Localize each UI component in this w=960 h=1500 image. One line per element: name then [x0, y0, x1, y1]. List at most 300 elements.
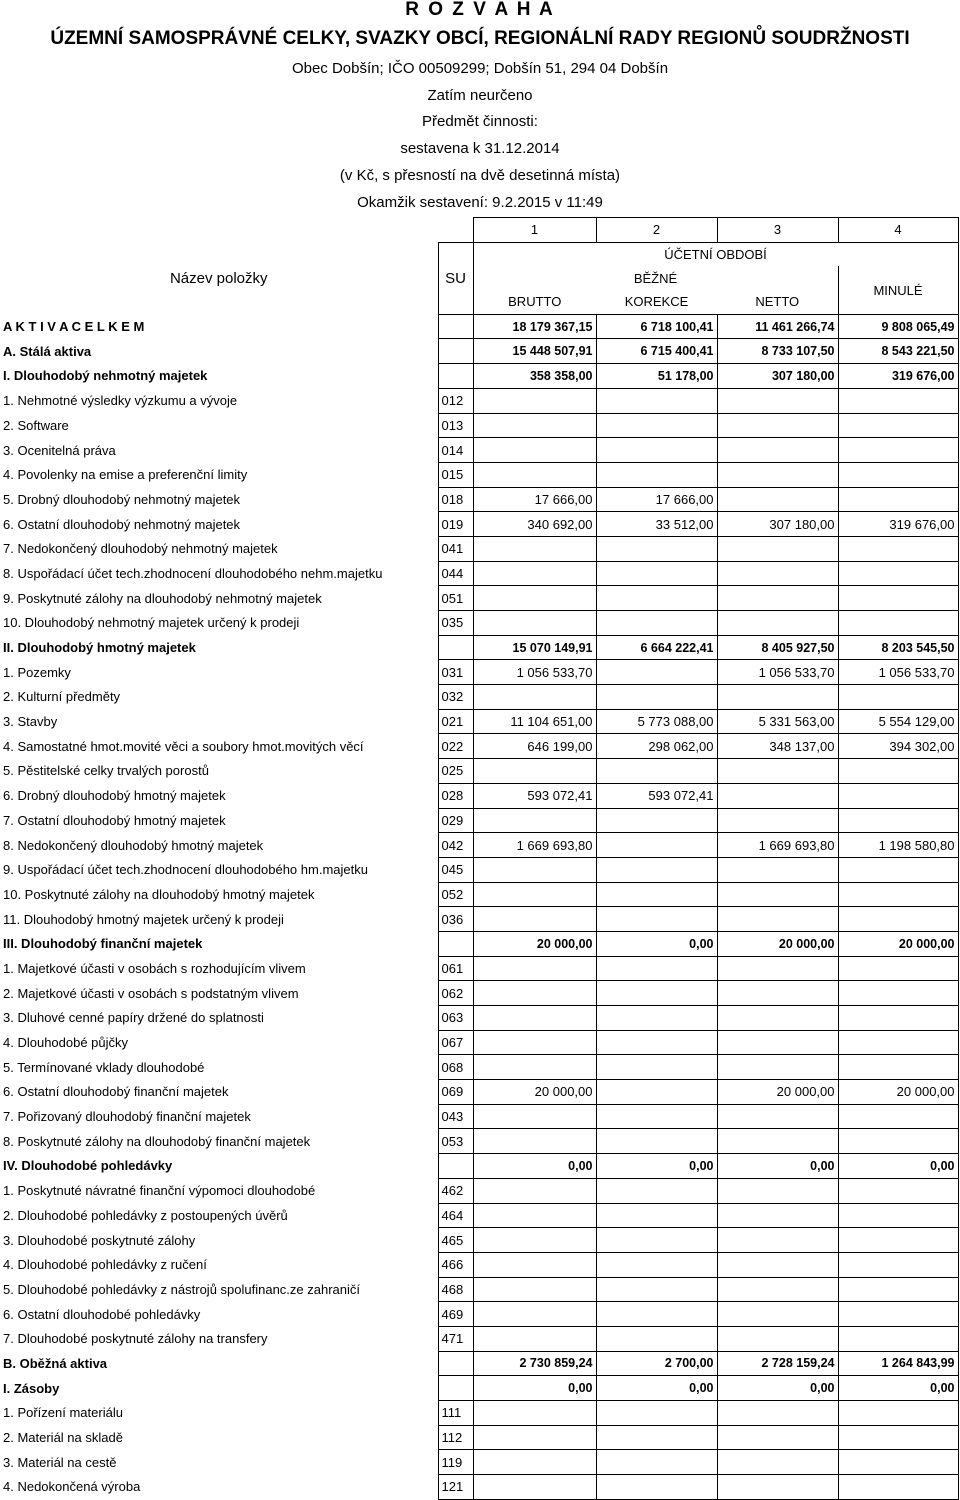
minule-value	[838, 438, 958, 463]
netto-value	[717, 413, 838, 438]
korekce-value	[596, 1450, 717, 1475]
minule-value: 8 203 545,50	[838, 635, 958, 660]
brutto-value: 2 730 859,24	[473, 1351, 596, 1376]
netto-value	[717, 561, 838, 586]
netto-value	[717, 1006, 838, 1031]
previous-period-header: MINULÉ	[838, 266, 958, 314]
table-row	[0, 1302, 958, 1327]
su-code: 469	[438, 1302, 473, 1327]
item-name: 3. Stavby	[3, 714, 58, 730]
brutto-value	[473, 1302, 596, 1327]
su-code: 119	[438, 1450, 473, 1475]
korekce-value	[596, 1228, 717, 1253]
su-code: 015	[438, 462, 473, 487]
korekce-value	[596, 611, 717, 636]
su-code: 035	[438, 611, 473, 636]
brutto-value	[473, 882, 596, 907]
netto-value	[717, 907, 838, 932]
netto-value: 307 180,00	[717, 364, 838, 389]
korekce-value	[596, 1055, 717, 1080]
korekce-value	[596, 388, 717, 413]
brutto-value	[473, 956, 596, 981]
netto-value	[717, 1302, 838, 1327]
precision-line: (v Kč, s přesností na dvě desetinná místa)	[339, 167, 621, 184]
item-name: 8. Uspořádací účet tech.zhodnocení dlouhodobého nehm.majetku	[3, 565, 383, 581]
netto-value	[717, 611, 838, 636]
minule-value	[838, 611, 958, 636]
status-line: Zatím neurčeno	[427, 87, 533, 104]
table-row	[0, 462, 958, 487]
su-code: 112	[438, 1425, 473, 1450]
name-column-header: Název položky	[169, 269, 268, 287]
minule-value: 20 000,00	[838, 931, 958, 956]
period-header: ÚČETNÍ OBDOBÍ	[473, 242, 958, 266]
item-name: A. Stálá aktiva	[3, 343, 92, 359]
korekce-value: 2 700,00	[596, 1351, 717, 1376]
minule-value: 20 000,00	[838, 1080, 958, 1105]
korekce-value	[596, 1475, 717, 1500]
su-code	[438, 1154, 473, 1179]
brutto-value: 11 104 651,00	[473, 709, 596, 734]
minule-value	[838, 1178, 958, 1203]
su-code: 019	[438, 512, 473, 537]
su-code: 068	[438, 1055, 473, 1080]
netto-value: 8 405 927,50	[717, 635, 838, 660]
item-name: 4. Nedokončená výroba	[3, 1479, 141, 1495]
netto-value: 2 728 159,24	[717, 1351, 838, 1376]
korekce-value: 51 178,00	[596, 364, 717, 389]
su-code: 061	[438, 956, 473, 981]
minule-value	[838, 388, 958, 413]
brutto-value	[473, 561, 596, 586]
korekce-value	[596, 1030, 717, 1055]
su-code: 063	[438, 1006, 473, 1031]
su-code: 042	[438, 833, 473, 858]
su-code: 051	[438, 586, 473, 611]
netto-value	[717, 1228, 838, 1253]
brutto-header: BRUTTO	[473, 290, 596, 314]
table-row	[0, 635, 958, 660]
item-name: 3. Dlouhodobé poskytnuté zálohy	[3, 1232, 196, 1248]
minule-value	[838, 783, 958, 808]
netto-value: 20 000,00	[717, 931, 838, 956]
table-row	[0, 388, 958, 413]
korekce-value: 298 062,00	[596, 734, 717, 759]
su-code: 012	[438, 388, 473, 413]
brutto-value: 1 056 533,70	[473, 660, 596, 685]
item-name: 3. Materiál na cestě	[3, 1454, 117, 1470]
column-number: 4	[838, 218, 958, 243]
minule-value	[838, 882, 958, 907]
su-code	[438, 339, 473, 364]
table-row	[0, 808, 958, 833]
su-code: 025	[438, 759, 473, 784]
korekce-value: 33 512,00	[596, 512, 717, 537]
korekce-value: 593 072,41	[596, 783, 717, 808]
brutto-value: 20 000,00	[473, 1080, 596, 1105]
netto-value	[717, 1203, 838, 1228]
korekce-value	[596, 462, 717, 487]
minule-value	[838, 1326, 958, 1351]
brutto-value	[473, 1277, 596, 1302]
item-name: 6. Ostatní dlouhodobý nehmotný majetek	[3, 516, 241, 532]
table-row	[0, 759, 958, 784]
item-name: 9. Uspořádací účet tech.zhodnocení dlouhodobého hm.majetku	[3, 862, 368, 878]
minule-value: 0,00	[838, 1376, 958, 1401]
minule-value	[838, 759, 958, 784]
brutto-value	[473, 1401, 596, 1426]
netto-value	[717, 536, 838, 561]
column-number: 3	[717, 218, 838, 243]
table-row	[0, 783, 958, 808]
su-code	[438, 635, 473, 660]
netto-value: 11 461 266,74	[717, 314, 838, 339]
korekce-value	[596, 1006, 717, 1031]
table-row	[0, 1228, 958, 1253]
minule-value	[838, 907, 958, 932]
netto-value: 20 000,00	[717, 1080, 838, 1105]
su-code: 014	[438, 438, 473, 463]
korekce-value	[596, 857, 717, 882]
table-row	[0, 314, 958, 339]
netto-value	[717, 981, 838, 1006]
table-row	[0, 685, 958, 710]
item-name: 5. Termínované vklady dlouhodobé	[3, 1059, 205, 1075]
brutto-value: 17 666,00	[473, 487, 596, 512]
netto-value	[717, 1425, 838, 1450]
netto-header: NETTO	[717, 290, 838, 314]
brutto-value	[473, 462, 596, 487]
table-row	[0, 1080, 958, 1105]
su-code: 021	[438, 709, 473, 734]
item-name: 9. Poskytnuté zálohy na dlouhodobý nehmotný majetek	[3, 590, 322, 606]
minule-value	[838, 561, 958, 586]
brutto-value	[473, 1252, 596, 1277]
timestamp-line: Okamžik sestavení: 9.2.2015 v 11:49	[357, 194, 603, 211]
korekce-value	[596, 586, 717, 611]
minule-value	[838, 586, 958, 611]
su-code: 121	[438, 1475, 473, 1500]
item-name: 3. Dluhové cenné papíry držené do splatnosti	[3, 1010, 264, 1026]
su-code: 013	[438, 413, 473, 438]
brutto-value	[473, 1475, 596, 1500]
brutto-value	[473, 981, 596, 1006]
column-number: 1	[473, 218, 596, 243]
table-row	[0, 907, 958, 932]
brutto-value: 15 448 507,91	[473, 339, 596, 364]
netto-value: 348 137,00	[717, 734, 838, 759]
brutto-value	[473, 438, 596, 463]
brutto-value: 15 070 149,91	[473, 635, 596, 660]
brutto-value	[473, 1228, 596, 1253]
netto-value: 307 180,00	[717, 512, 838, 537]
item-name: 4. Dlouhodobé pohledávky z ručení	[3, 1257, 207, 1273]
brutto-value	[473, 1104, 596, 1129]
item-name: I. Zásoby	[3, 1380, 60, 1396]
item-name: 7. Nedokončený dlouhodobý nehmotný majetek	[3, 541, 278, 557]
item-name: 2. Materiál na skladě	[3, 1430, 123, 1446]
item-name: 11. Dlouhodobý hmotný majetek určený k prodeji	[3, 911, 284, 927]
table-row	[0, 734, 958, 759]
korekce-value	[596, 561, 717, 586]
table-row	[0, 1277, 958, 1302]
minule-value	[838, 413, 958, 438]
brutto-value	[473, 388, 596, 413]
su-code: 062	[438, 981, 473, 1006]
su-code	[438, 1376, 473, 1401]
korekce-value: 6 718 100,41	[596, 314, 717, 339]
korekce-value	[596, 882, 717, 907]
minule-value: 319 676,00	[838, 512, 958, 537]
table-row	[0, 660, 958, 685]
table-row	[0, 339, 958, 364]
su-code: 028	[438, 783, 473, 808]
table-row	[0, 438, 958, 463]
table-row	[0, 709, 958, 734]
table-row	[0, 1104, 958, 1129]
brutto-value: 646 199,00	[473, 734, 596, 759]
item-name: IV. Dlouhodobé pohledávky	[3, 1158, 173, 1174]
su-code	[438, 364, 473, 389]
table-row	[0, 1178, 958, 1203]
brutto-value	[473, 685, 596, 710]
korekce-value	[596, 808, 717, 833]
table-row	[0, 364, 958, 389]
brutto-value: 0,00	[473, 1376, 596, 1401]
brutto-value: 340 692,00	[473, 512, 596, 537]
table-row	[0, 1203, 958, 1228]
su-column-header: SU	[438, 242, 473, 314]
item-name: 8. Nedokončený dlouhodobý hmotný majetek	[3, 837, 264, 853]
su-code: 471	[438, 1326, 473, 1351]
korekce-value	[596, 438, 717, 463]
netto-value	[717, 882, 838, 907]
korekce-value: 6 715 400,41	[596, 339, 717, 364]
brutto-value: 593 072,41	[473, 783, 596, 808]
table-row	[0, 487, 958, 512]
table-row	[0, 882, 958, 907]
table-row	[0, 1154, 958, 1179]
item-name: 7. Dlouhodobé poskytnuté zálohy na transfery	[3, 1331, 268, 1347]
su-code	[438, 1351, 473, 1376]
korekce-value: 6 664 222,41	[596, 635, 717, 660]
item-name: 10. Dlouhodobý nehmotný majetek určený k prodeji	[3, 615, 300, 631]
brutto-value	[473, 1055, 596, 1080]
su-code: 029	[438, 808, 473, 833]
netto-value	[717, 1450, 838, 1475]
item-name: 4. Dlouhodobé půjčky	[3, 1035, 129, 1051]
su-code: 462	[438, 1178, 473, 1203]
table-row	[0, 1326, 958, 1351]
minule-value	[838, 1055, 958, 1080]
korekce-value	[596, 981, 717, 1006]
su-code: 465	[438, 1228, 473, 1253]
period-header-row	[0, 242, 958, 266]
minule-value	[838, 685, 958, 710]
item-name: 2. Kulturní předměty	[3, 689, 121, 705]
item-name: 6. Drobný dlouhodobý hmotný majetek	[3, 788, 226, 804]
minule-value	[838, 1129, 958, 1154]
su-code: 032	[438, 685, 473, 710]
korekce-value	[596, 536, 717, 561]
minule-value	[838, 1006, 958, 1031]
korekce-header: KOREKCE	[596, 290, 717, 314]
su-code: 069	[438, 1080, 473, 1105]
brutto-value	[473, 1178, 596, 1203]
item-name: 7. Pořizovaný dlouhodobý finanční majetek	[3, 1109, 251, 1125]
su-code: 053	[438, 1129, 473, 1154]
item-name: 5. Dlouhodobé pohledávky z nástrojů spolufinanc.ze zahraničí	[3, 1281, 361, 1297]
su-code	[438, 931, 473, 956]
brutto-value	[473, 1006, 596, 1031]
item-name: 7. Ostatní dlouhodobý hmotný majetek	[3, 812, 226, 828]
minule-value	[838, 1277, 958, 1302]
minule-value: 319 676,00	[838, 364, 958, 389]
su-code: 067	[438, 1030, 473, 1055]
entity-line: Obec Dobšín; IČO 00509299; Dobšín 51, 294 04 Dobšín	[291, 60, 669, 77]
brutto-value: 1 669 693,80	[473, 833, 596, 858]
korekce-value	[596, 1129, 717, 1154]
su-code: 464	[438, 1203, 473, 1228]
su-code: 111	[438, 1401, 473, 1426]
korekce-value	[596, 1326, 717, 1351]
table-row	[0, 956, 958, 981]
item-name: 1. Pořízení materiálu	[3, 1405, 123, 1421]
netto-value	[717, 1252, 838, 1277]
brutto-value	[473, 536, 596, 561]
minule-value	[838, 956, 958, 981]
korekce-value: 17 666,00	[596, 487, 717, 512]
item-name: I. Dlouhodobý nehmotný majetek	[3, 368, 208, 384]
netto-value	[717, 1326, 838, 1351]
minule-value	[838, 1203, 958, 1228]
brutto-value	[473, 1425, 596, 1450]
korekce-value: 5 773 088,00	[596, 709, 717, 734]
netto-value	[717, 1401, 838, 1426]
item-name: 10. Poskytnuté zálohy na dlouhodobý hmotný majetek	[3, 886, 315, 902]
korekce-value	[596, 1425, 717, 1450]
minule-value	[838, 857, 958, 882]
brutto-value	[473, 907, 596, 932]
minule-value	[838, 462, 958, 487]
minule-value	[838, 1302, 958, 1327]
brutto-value	[473, 413, 596, 438]
brutto-value	[473, 611, 596, 636]
brutto-value	[473, 1030, 596, 1055]
table-row	[0, 1450, 958, 1475]
su-code: 466	[438, 1252, 473, 1277]
table-row	[0, 586, 958, 611]
korekce-value: 0,00	[596, 1154, 717, 1179]
korekce-value	[596, 660, 717, 685]
korekce-value	[596, 1178, 717, 1203]
netto-value	[717, 783, 838, 808]
column-number: 2	[596, 218, 717, 243]
netto-value	[717, 1277, 838, 1302]
netto-value	[717, 808, 838, 833]
item-name: B. Oběžná aktiva	[3, 1355, 108, 1371]
minule-value: 5 554 129,00	[838, 709, 958, 734]
brutto-value: 0,00	[473, 1154, 596, 1179]
table-row	[0, 1030, 958, 1055]
minule-value	[838, 1104, 958, 1129]
item-name: 1. Pozemky	[3, 664, 71, 680]
table-row	[0, 1055, 958, 1080]
su-code: 022	[438, 734, 473, 759]
minule-value: 394 302,00	[838, 734, 958, 759]
netto-value	[717, 1055, 838, 1080]
brutto-value	[473, 759, 596, 784]
report-subtitle: ÚZEMNÍ SAMOSPRÁVNÉ CELKY, SVAZKY OBCÍ, REGIONÁLNÍ RADY REGIONŮ SOUDRŽNOSTI	[50, 28, 910, 49]
korekce-value: 0,00	[596, 931, 717, 956]
korekce-value	[596, 1252, 717, 1277]
brutto-value	[473, 1203, 596, 1228]
korekce-value	[596, 1302, 717, 1327]
minule-value	[838, 808, 958, 833]
item-name: 5. Pěstitelské celky trvalých porostů	[3, 763, 209, 779]
netto-value	[717, 438, 838, 463]
date-line: sestavena k 31.12.2014	[400, 140, 560, 157]
table-row	[0, 1129, 958, 1154]
minule-value	[838, 1475, 958, 1500]
netto-value: 5 331 563,00	[717, 709, 838, 734]
table-row	[0, 536, 958, 561]
netto-value	[717, 462, 838, 487]
brutto-value	[473, 586, 596, 611]
korekce-value	[596, 833, 717, 858]
brutto-value	[473, 857, 596, 882]
minule-value: 0,00	[838, 1154, 958, 1179]
brutto-value	[473, 808, 596, 833]
item-name: III. Dlouhodobý finanční majetek	[3, 936, 203, 952]
brutto-value	[473, 1326, 596, 1351]
korekce-value	[596, 1401, 717, 1426]
brutto-value	[473, 1129, 596, 1154]
korekce-value	[596, 685, 717, 710]
brutto-value	[473, 1450, 596, 1475]
korekce-value	[596, 413, 717, 438]
su-code: 045	[438, 857, 473, 882]
minule-value: 1 056 533,70	[838, 660, 958, 685]
item-name: 2. Software	[3, 417, 69, 433]
netto-value	[717, 388, 838, 413]
table-row	[0, 1006, 958, 1031]
item-name: 2. Dlouhodobé pohledávky z postoupených úvěrů	[3, 1207, 288, 1223]
minule-value	[838, 536, 958, 561]
item-name: 8. Poskytnuté zálohy na dlouhodobý finanční majetek	[3, 1133, 311, 1149]
su-code: 036	[438, 907, 473, 932]
netto-value	[717, 685, 838, 710]
item-name: 3. Ocenitelná práva	[3, 442, 116, 458]
korekce-value	[596, 1203, 717, 1228]
item-name: 2. Majetkové účasti v osobách s podstatným vlivem	[3, 985, 299, 1001]
netto-value: 8 733 107,50	[717, 339, 838, 364]
item-name: 1. Majetkové účasti v osobách s rozhodujícím vlivem	[3, 960, 306, 976]
table-row	[0, 1252, 958, 1277]
table-row	[0, 981, 958, 1006]
brutto-value: 18 179 367,15	[473, 314, 596, 339]
su-code: 041	[438, 536, 473, 561]
netto-value	[717, 1129, 838, 1154]
table-row	[0, 857, 958, 882]
su-code: 018	[438, 487, 473, 512]
table-row	[0, 413, 958, 438]
su-code: 031	[438, 660, 473, 685]
netto-value: 0,00	[717, 1376, 838, 1401]
netto-value	[717, 487, 838, 512]
item-name: 4. Samostatné hmot.movité věci a soubory hmot.movitých věcí	[3, 738, 364, 754]
korekce-value: 0,00	[596, 1376, 717, 1401]
